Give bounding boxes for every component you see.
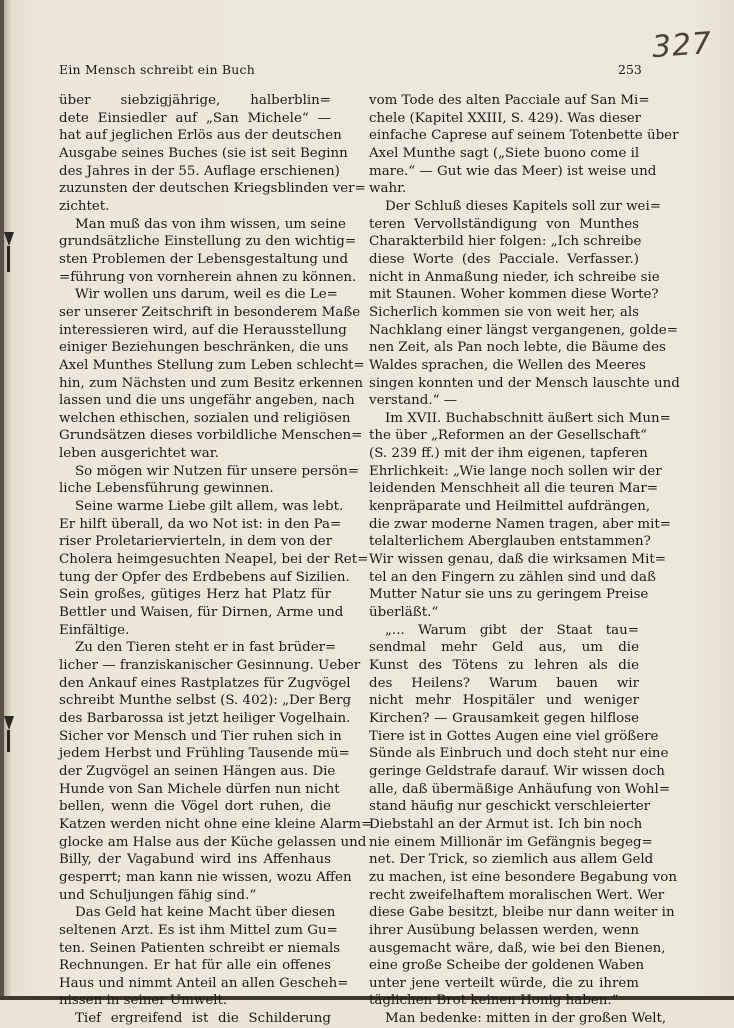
- text-line: Im XVII. Buchabschnitt äußert sich Mun=: [385, 410, 671, 426]
- margin-bar-marker: [7, 730, 10, 752]
- text-line: ihrer Ausübung belassen werden, wenn: [369, 922, 639, 938]
- margin-arrow-marker: [4, 232, 14, 246]
- text-line: Man bedenke: mitten in der großen Welt,: [385, 1011, 667, 1027]
- text-line: kenpräparate und Heilmittel aufdrängen,: [369, 499, 651, 515]
- text-line: gesperrt; man kann nie wissen, wozu Affen: [59, 869, 352, 885]
- text-line: dete Einsiedler auf „San Michele“ —: [59, 110, 331, 126]
- text-line: hin, zum Nächsten und zum Besitz erkennen: [59, 375, 364, 391]
- text-line: und Schuljungen fähig sind.“: [59, 887, 257, 903]
- text-line: Wir wollen uns darum, weil es die Le=: [75, 287, 338, 303]
- text-line: glocke am Halse aus der Küche gelassen und: [59, 834, 367, 850]
- text-line: diese Gabe besitzt, bleibe nur dann weiter in: [369, 905, 675, 921]
- text-line: Haus und nimmt Anteil an allen Gescheh=: [59, 975, 349, 991]
- text-line: einiger Beziehungen beschränken, die uns: [59, 340, 349, 356]
- text-line: telalterlichem Aberglauben entstammen?: [369, 534, 651, 550]
- text-line: =führung von vornherein ahnen zu können.: [59, 269, 357, 285]
- text-line: der Zugvögel an seinen Hängen aus. Die: [59, 763, 336, 779]
- text-line: Ausgabe seines Buches (sie ist seit Beginn: [59, 145, 348, 161]
- text-line: net. Der Trick, so ziemlich aus allem Geld: [369, 852, 654, 868]
- text-line: seltenen Arzt. Es ist ihm Mittel zum Gu=: [59, 922, 338, 938]
- text-line: vom Tode des alten Pacciale auf San Mi=: [369, 93, 650, 108]
- text-line: zuzunsten der deutschen Kriegsblinden ver=: [59, 181, 366, 197]
- text-line: Axel Munthe sagt („Siete buono come il: [369, 145, 640, 161]
- text-line: Cholera heimgesuchten Neapel, bei der Ret=: [59, 552, 369, 568]
- text-line: mare.“ — Gut wie das Meer) ist weise und: [369, 163, 657, 179]
- text-line: (S. 239 ff.) mit der ihm eigenen, tapferen: [369, 446, 648, 462]
- text-line: bellen, wenn die Vögel dort ruhen, die: [59, 799, 331, 815]
- text-line: lassen und die uns ungefähr angeben, nach: [59, 393, 355, 409]
- text-line: schreibt Munthe selbst (S. 402): „Der Berg: [59, 693, 352, 709]
- text-line: riser Proletariervierteln, in dem von der: [59, 534, 333, 550]
- text-line: chele (Kapitel XXIII, S. 429). Was dieser: [369, 110, 642, 126]
- text-line: Katzen werden nicht ohne eine kleine Alarm=: [59, 816, 373, 832]
- text-line: ten. Seinen Patienten schreibt er niemals: [59, 940, 341, 956]
- text-line: diese Worte (des Pacciale. Verfasser.): [369, 251, 639, 267]
- text-line: grundsätzliche Einstellung zu den wichtig=: [59, 234, 357, 250]
- text-line: Das Geld hat keine Macht über diesen: [75, 905, 336, 921]
- text-line: des Barbarossa ist jetzt heiliger Vogelhain.: [59, 710, 351, 726]
- text-line: Axel Munthes Stellung zum Leben schlecht=: [59, 357, 365, 373]
- text-line: unter jene verteilt würde, die zu ihrem: [369, 975, 639, 991]
- text-line: So mögen wir Nutzen für unsere persön=: [75, 463, 360, 479]
- text-line: nie einem Millionär im Gefängnis begeg=: [369, 834, 653, 850]
- text-line: sendmal mehr Geld aus, um die: [369, 640, 639, 656]
- text-line: Sicher vor Mensch und Tier ruhen sich in: [59, 728, 342, 744]
- text-line: geringe Geldstrafe darauf. Wir wissen doch: [369, 763, 665, 779]
- text-line: mit Staunen. Woher kommen diese Worte?: [369, 287, 659, 303]
- binding-shadow: [4, 0, 12, 1000]
- running-head: Ein Mensch schreibt ein Buch: [59, 62, 255, 77]
- text-line: jedem Herbst und Frühling Tausende mü=: [59, 746, 350, 762]
- text-line: Der Schluß dieses Kapitels soll zur wei=: [385, 198, 661, 214]
- text-line: Man muß das von ihm wissen, um seine: [75, 216, 346, 232]
- text-line: Wir wissen genau, daß die wirksamen Mit=: [369, 552, 667, 568]
- text-column-left: [59, 92, 373, 1028]
- text-line: Er hilft überall, da wo Not ist: in den Pa=: [59, 516, 342, 532]
- text-line: die zwar moderne Namen tragen, aber mit=: [369, 516, 671, 532]
- text-line: nicht in Anmaßung nieder, ich schreibe sie: [369, 269, 660, 285]
- text-line: einfache Caprese auf seinem Totenbette über: [369, 128, 679, 144]
- text-line: Zu den Tieren steht er in fast brüder=: [75, 640, 337, 656]
- text-line: täglichen Brot keinen Honig haben.“: [369, 993, 619, 1009]
- text-line: leidenden Menschheit all die teuren Mar=: [369, 481, 659, 497]
- text-line: teren Vervollständigung von Munthes: [369, 216, 639, 232]
- text-line: „... Warum gibt der Staat tau=: [385, 622, 639, 638]
- text-line: Tief ergreifend ist die Schilderung: [75, 1011, 331, 1027]
- text-line: eine große Scheibe der goldenen Waben: [369, 958, 645, 974]
- text-line: Ehrlichkeit: „Wie lange noch sollen wir der: [369, 463, 662, 479]
- text-line: singen konnten und der Mensch lauschte und: [369, 375, 680, 391]
- text-line: the über „Reformen an der Gesellschaft“: [369, 428, 647, 444]
- text-line: stand häufig nur geschickt verschleierter: [369, 799, 651, 815]
- text-line: alle, daß übermäßige Anhäufung von Wohl=: [369, 781, 671, 797]
- margin-arrow-marker: [4, 716, 14, 730]
- text-line: hat auf jeglichen Erlös aus der deutschen: [59, 128, 342, 144]
- text-line: Seine warme Liebe gilt allem, was lebt.: [75, 499, 344, 515]
- text-line: über siebzigjährige, halberblin=: [59, 93, 331, 108]
- text-line: Mutter Natur sie uns zu geringem Preise: [369, 587, 649, 603]
- text-line: Grundsätzen dieses vorbildliche Menschen=: [59, 428, 363, 444]
- text-column-right: [369, 92, 680, 1028]
- text-line: interessieren wird, auf die Herausstellung: [59, 322, 347, 338]
- text-line: Diebstahl an der Armut ist. Ich bin noch: [369, 816, 643, 832]
- text-line: Sein großes, gütiges Herz hat Platz für: [59, 587, 331, 603]
- margin-bar-marker: [7, 246, 10, 272]
- text-line: Tiere ist in Gottes Augen eine viel größere: [369, 728, 659, 744]
- text-line: nen Zeit, als Pan noch lebte, die Bäume des: [369, 340, 666, 356]
- text-line: liche Lebensführung gewinnen.: [59, 481, 274, 497]
- text-line: Bettler und Waisen, für Dirnen, Arme und: [59, 605, 344, 621]
- text-line: leben ausgerichtet war.: [59, 446, 219, 462]
- handwritten-page-number: 327: [650, 25, 714, 66]
- text-line: tung der Opfer des Erdbebens auf Sizilien.: [59, 569, 350, 585]
- text-line: Billy, der Vagabund wird ins Affenhaus: [59, 852, 331, 868]
- text-line: licher — franziskanischer Gesinnung. Ueber: [59, 658, 361, 673]
- text-line: Hunde von San Michele dürfen nun nicht: [59, 781, 340, 797]
- text-line: Kunst des Tötens zu lehren als die: [369, 658, 639, 673]
- text-line: zu machen, ist eine besondere Begabung von: [369, 869, 677, 885]
- text-line: sten Problemen der Lebensgestaltung und: [59, 251, 349, 267]
- text-line: den Ankauf eines Rastplatzes für Zugvögel: [59, 675, 351, 691]
- text-line: wahr.: [369, 181, 407, 197]
- text-line: ausgemacht wäre, daß, wie bei den Bienen,: [369, 940, 666, 956]
- text-line: Nachklang einer längst vergangenen, golde=: [369, 322, 678, 338]
- text-line: des Jahres in der 55. Auflage erschienen): [59, 163, 340, 179]
- text-line: zichtet.: [59, 198, 110, 214]
- page-number: 253: [618, 62, 642, 77]
- text-line: Sicherlich kommen sie von weit her, als: [369, 304, 639, 320]
- text-line: Kirchen? — Grausamkeit gegen hilflose: [369, 710, 639, 726]
- text-line: ser unserer Zeitschrift in besonderem Maße: [59, 304, 361, 320]
- text-line: nicht mehr Hospitäler und weniger: [369, 693, 639, 709]
- text-line: recht zweifelhaftem moralischen Wert. Wer: [369, 887, 665, 903]
- text-line: Waldes sprachen, die Wellen des Meeres: [369, 357, 646, 373]
- text-line: des Heilens? Warum bauen wir: [369, 675, 639, 691]
- text-line: Charakterbild hier folgen: „Ich schreibe: [369, 234, 642, 250]
- text-line: welchen ethischen, sozialen und religiösen: [59, 410, 351, 426]
- text-line: verstand.“ —: [369, 393, 458, 409]
- text-line: Sünde als Einbruch und doch steht nur eine: [369, 746, 669, 762]
- text-line: tel an den Fingern zu zählen sind und daß: [369, 569, 656, 585]
- text-line: nissen in seiner Umwelt.: [59, 993, 228, 1009]
- text-line: Einfältige.: [59, 622, 130, 638]
- text-line: überläßt.“: [369, 605, 439, 621]
- text-line: Rechnungen. Er hat für alle ein offenes: [59, 958, 331, 974]
